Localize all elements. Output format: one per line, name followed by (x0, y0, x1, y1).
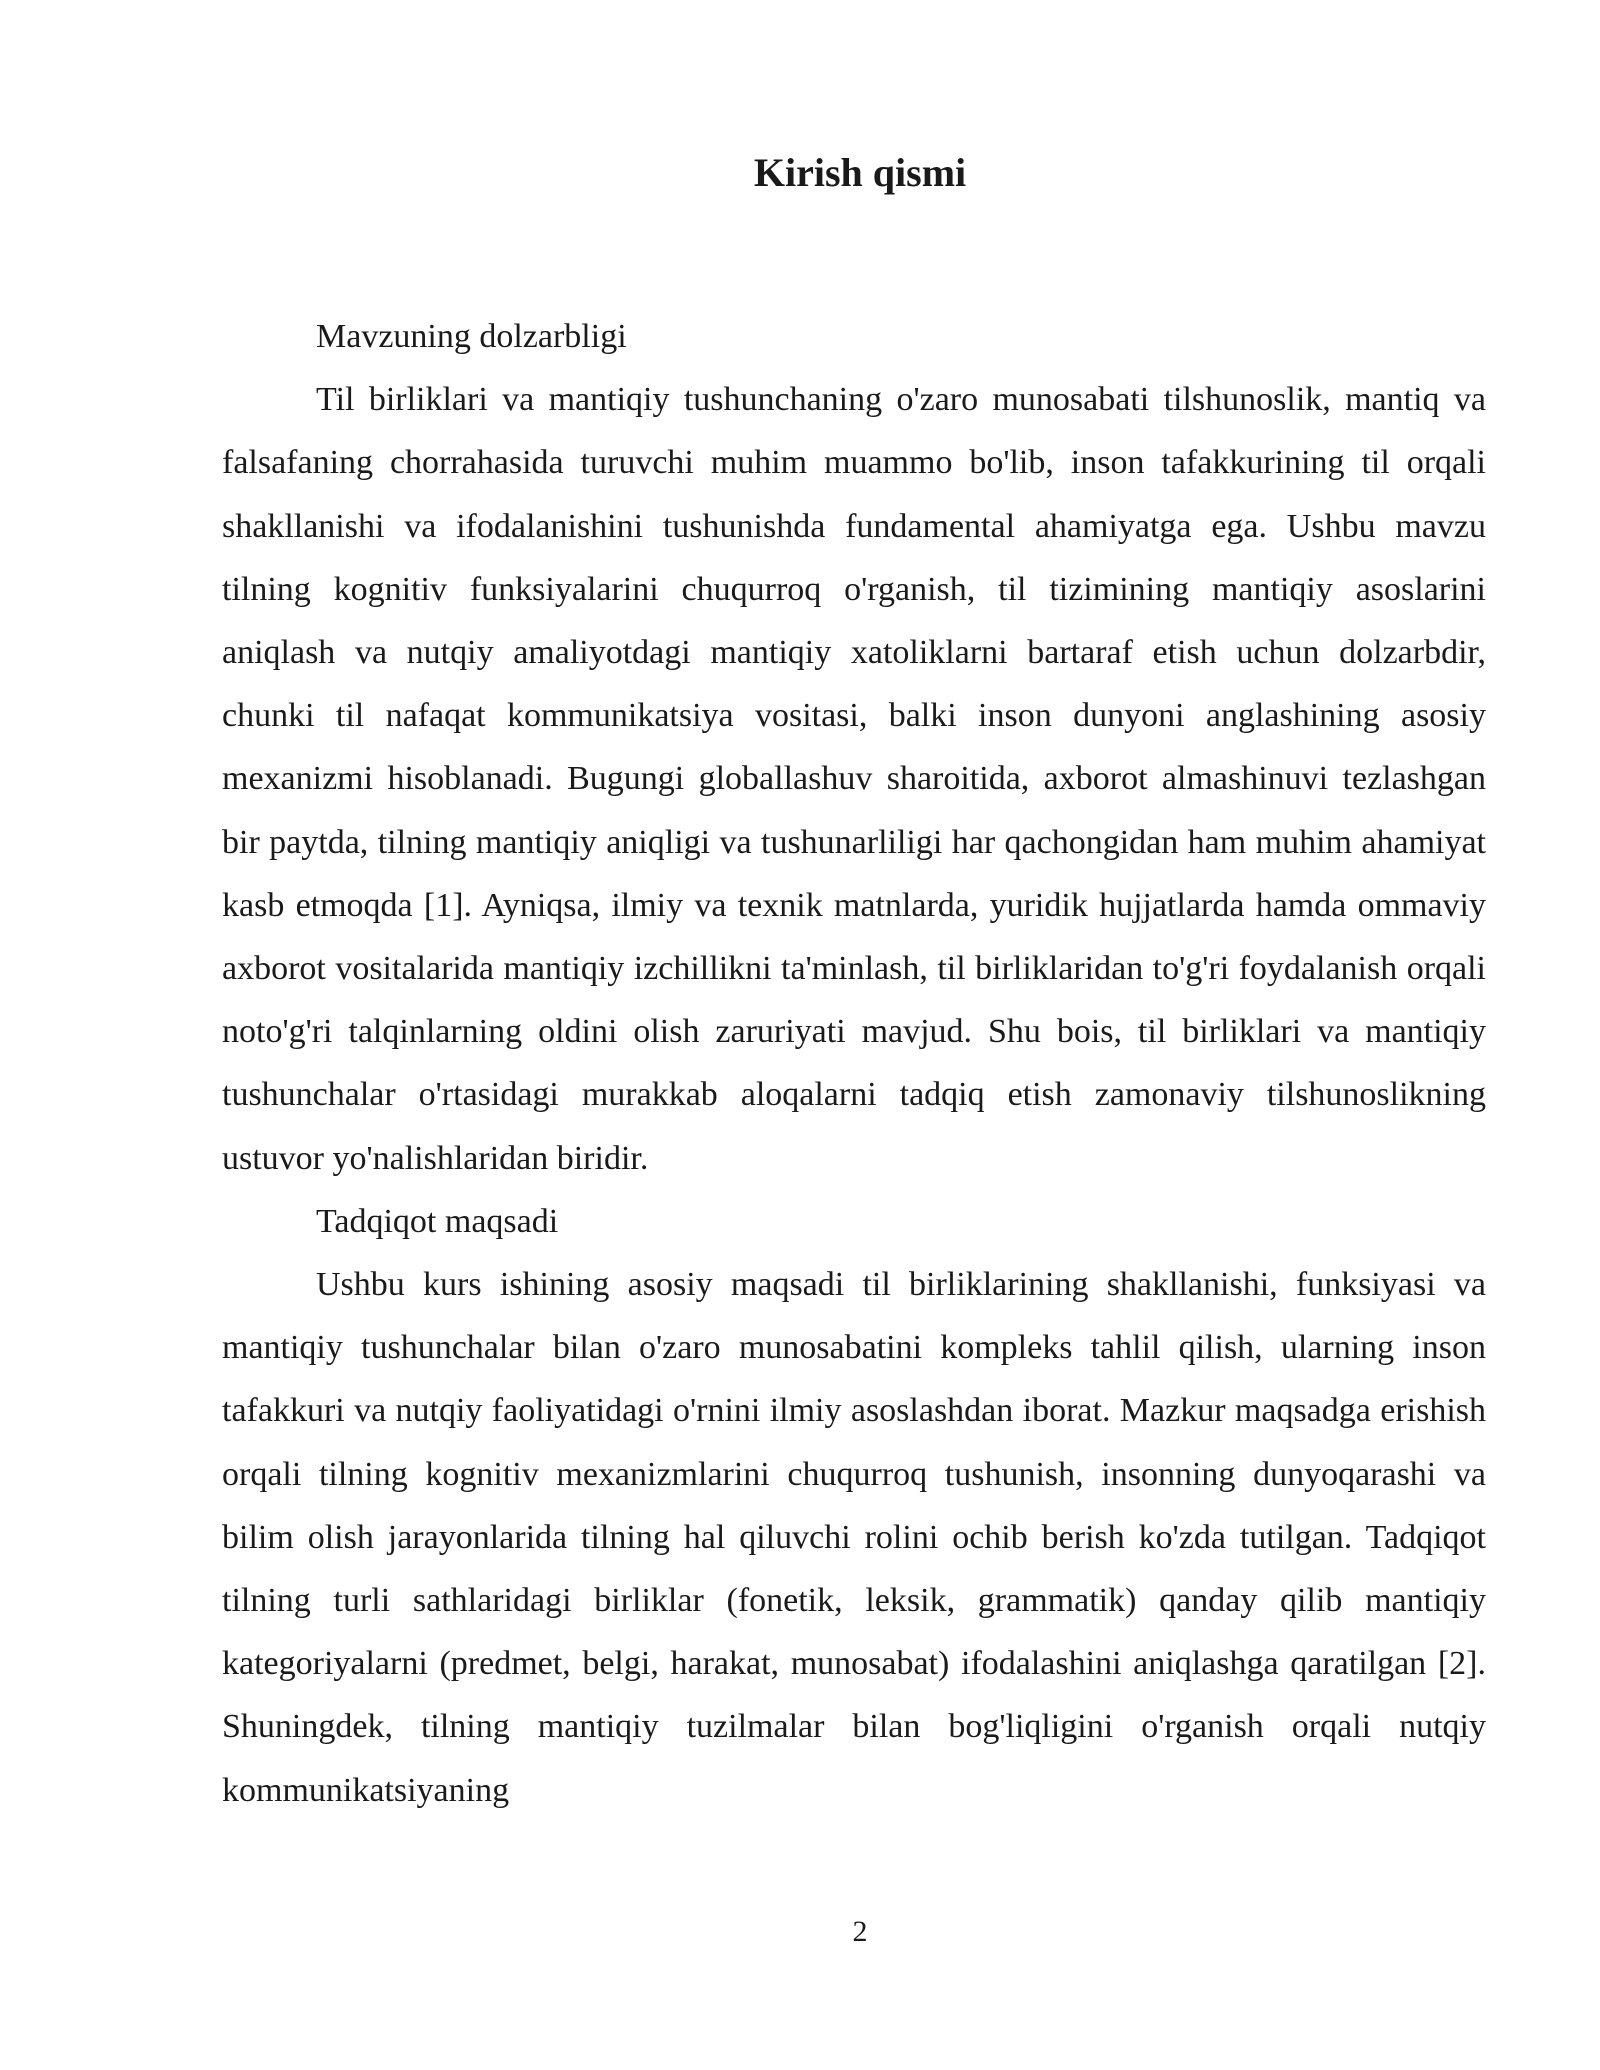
page-number: 2 (852, 1915, 868, 1948)
section-heading-relevance: Mavzuning dolzarbligi (316, 318, 627, 355)
document-body (222, 305, 1486, 1822)
relevance-paragraph: Til birliklari va mantiqiy tushunchaning o'zaro munosabati tilshunoslik, mantiq va falsafaning chorrahasida turuvchi muhim muammo bo'lib, inson tafakkurining til orqali shakllanishi va ifodalanishini tushunishda fundamental ahamiyatga ega. Ushbu mavzu tilning kognitiv funksiyalarini chuqurroq o'rganish, til tizimining mantiqiy asoslarini aniqlash va nutqiy amaliyotdagi mantiqiy xatoliklarni bartaraf etish uchun dolzarbdir, chunki til nafaqat kommunikatsiya vositasi, balki inson dunyoni anglashining asosiy mexanizmi hisoblanadi. Bugungi globallashuv sharoitida, axborot almashinuvi tezlashgan bir paytda, tilning mantiqiy aniqligi va tushunarliligi har qachongidan ham muhim ahamiyat kasb etmoqda [1]. Ayniqsa, ilmiy va texnik matnlarda, yuridik hujjatlarda hamda ommaviy axborot vositalarida mantiqiy izchillikni ta'minlash, til birliklaridan to'g'ri foydalanish orqali noto'g'ri talqinlarning oldini olish zaruriyati mavjud. Shu bois, til birliklari va mantiqiy tushunchalar o'rtasidagi murakkab aloqalarni tadqiq etish zamonaviy tilshunoslikning ustuvor yo'nalishlaridan biridir. (222, 381, 1486, 1177)
research-goal-paragraph: Ushbu kurs ishining asosiy maqsadi til birliklarining shakllanishi, funksiyasi va mantiqiy tushunchalar bilan o'zaro munosabatini kompleks tahlil qilish, ularning inson tafakkuri va nutqiy faoliyatidagi o'rnini ilmiy asoslashdan iborat. Mazkur maqsadga erishish orqali tilning kognitiv mexanizmlarini chuqurroq tushunish, insonning dunyoqarashi va bilim olish jarayonlarida tilning hal qiluvchi rolini ochib berish ko'zda tutilgan. Tadqiqot tilning turli sathlaridagi birliklar (fonetik, leksik, grammatik) qanday qilib mantiqiy kategoriyalarni (predmet, belgi, harakat, munosabat) ifodalashini aniqlashga qaratilgan [2]. Shuningdek, tilning mantiqiy tuzilmalar bilan bog'liqligini o'rganish orqali nutqiy kommunikatsiyaning (222, 1266, 1486, 1809)
section-heading-research-goal: Tadqiqot maqsadi (316, 1202, 559, 1240)
page-title: Kirish qismi (753, 150, 967, 195)
